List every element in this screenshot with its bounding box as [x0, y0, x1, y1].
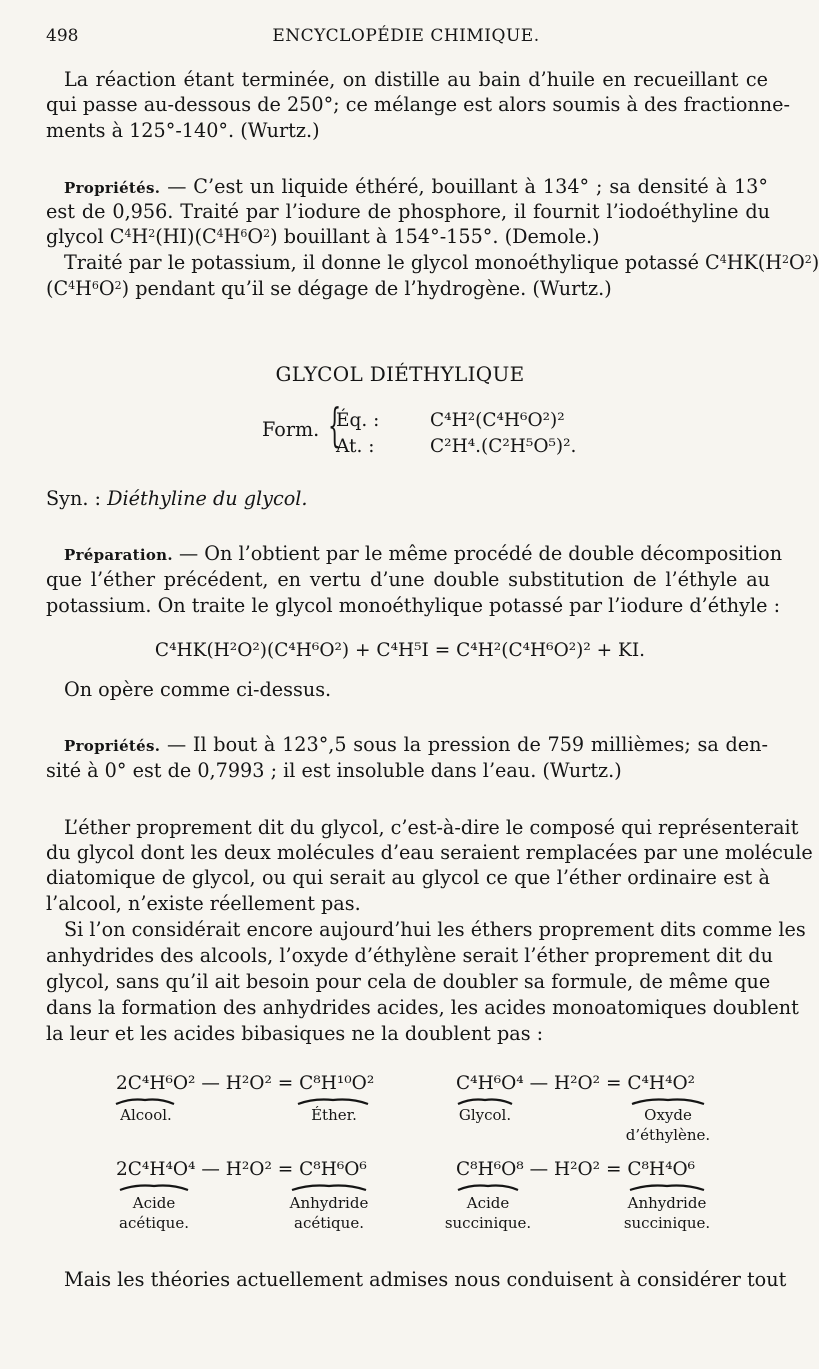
label-acetique-2: acétique. [294, 1214, 364, 1232]
brace-ether [296, 1096, 370, 1106]
section-title: GLYCOL DIÉTHYLIQUE [275, 362, 525, 386]
formula-brace: { [328, 398, 342, 452]
closing-line: Mais les théories actuellement admises nous conduisent à considérer tout [64, 1268, 787, 1291]
prep-equation: C⁴HK(H²O²)(C⁴H⁶O²) + C⁴H⁵I = C⁴H²(C⁴H⁶O²)² + KI. [154, 640, 646, 661]
brace-acide-acetique [118, 1182, 190, 1192]
props1-line-1: Propriétés. — C’est un liquide éthéré, bouillant à 134° ; sa densité à 13° [64, 175, 768, 198]
intro-line-3: ments à 125°-140°. (Wurtz.) [46, 119, 320, 142]
props1-line-2: est de 0,956. Traité par l’iodure de phosphore, il fournit l’iodoéthyline du [46, 200, 770, 223]
equation-glycol-oxyde: C⁴H⁶O⁴ — H²O² = C⁴H⁴O² [456, 1073, 696, 1094]
label-acide-2: Acide [466, 1194, 510, 1212]
para1-line-1: L’éther proprement dit du glycol, c’est-à-dire le composé qui représenterait [64, 816, 799, 839]
prep-line-2: que l’éther précédent, en vertu d’une double substitution de l’éthyle au [46, 568, 770, 591]
page-number: 498 [46, 26, 79, 46]
formula-label: Form. [262, 418, 320, 441]
label-succinique-2: succinique. [623, 1214, 711, 1232]
running-title: ENCYCLOPÉDIE CHIMIQUE. [272, 26, 540, 46]
brace-glycol [456, 1096, 514, 1106]
label-alcool: Alcool. [120, 1106, 172, 1124]
label-anhydride-1: Anhydride [289, 1194, 369, 1212]
brace-acide-succinique [456, 1182, 520, 1192]
formula-eq-label: Éq. : [336, 410, 380, 431]
page-header [46, 26, 766, 52]
label-oxyde: Oxyde [644, 1106, 692, 1124]
equation-alcool-ether: 2C⁴H⁶O² — H²O² = C⁸H¹⁰O² [116, 1073, 375, 1094]
label-glycol: Glycol. [458, 1106, 512, 1124]
para2-line-5: la leur et les acides bibasiques ne la doublent pas : [46, 1022, 544, 1045]
prep-lead: Préparation. [64, 546, 173, 564]
intro-line-2: qui passe au-dessous de 250°; ce mélange est alors soumis à des fractionne- [46, 93, 790, 116]
formula-eq: C⁴H²(C⁴H⁶O²)² [430, 410, 565, 431]
props1-lead: Propriétés. [64, 179, 161, 197]
synonym-line: Syn. : Diéthyline du glycol. [46, 487, 308, 510]
label-succinique-1: succinique. [444, 1214, 532, 1232]
para2-line-3: glycol, sans qu’il ait besoin pour cela de doubler sa formule, de même que [46, 970, 771, 993]
props1-line-4: Traité par le potassium, il donne le glycol monoéthylique potassé $C^4HK(H^2O^2)$ [64, 251, 819, 274]
para2-line-2: anhydrides des alcools, l’oxyde d’éthylène serait l’éther proprement dit du [46, 944, 773, 967]
formula-at: C²H⁴.(C²H⁵O⁵)². [430, 436, 577, 457]
brace-alcool [114, 1096, 176, 1106]
brace-oxyde [630, 1096, 706, 1106]
equation-acetique: 2C⁴H⁴O⁴ — H²O² = C⁸H⁶O⁶ [116, 1159, 367, 1180]
para2-line-1: Si l’on considérait encore aujourd’hui les éthers proprement dits comme les [64, 918, 806, 941]
label-acide-1: Acide [132, 1194, 176, 1212]
prep-line-1: Préparation. — On l’obtient par le même procédé de double décomposition [64, 542, 783, 565]
brace-anhydride-acetique [290, 1182, 368, 1192]
label-ethylene: d’éthylène. [625, 1126, 711, 1144]
label-ether: Éther. [311, 1106, 357, 1124]
props1-line-3: glycol $C^4H^2(HI)(C^4H^6O^2)$ bouillant à 154°-155°. (Demole.) [46, 225, 600, 248]
para1-line-4: l’alcool, n’existe réellement pas. [46, 892, 361, 915]
para2-line-4: dans la formation des anhydrides acides, les acides monoatomiques doublent [46, 996, 799, 1019]
props2-line-2: sité à 0° est de 0,7993 ; il est insoluble dans l’eau. (Wurtz.) [46, 759, 622, 782]
equation-succinique: C⁸H⁶O⁸ — H²O² = C⁸H⁴O⁶ [456, 1159, 696, 1180]
brace-anhydride-succinique [628, 1182, 706, 1192]
intro-line-1: La réaction étant terminée, on distille au bain d’huile en recueillant ce [64, 68, 768, 91]
props2-lead: Propriétés. [64, 737, 161, 755]
prep-line-3: potassium. On traite le glycol monoéthylique potassé par l’iodure d’éthyle : [46, 594, 781, 617]
props2-line-1: Propriétés. — Il bout à 123°,5 sous la pression de 759 millièmes; sa den- [64, 733, 768, 756]
prep-line-4: On opère comme ci-dessus. [64, 678, 332, 701]
label-anhydride-2: Anhydride [627, 1194, 707, 1212]
props1-line-5: $(C^4H^6O^2)$ pendant qu’il se dégage de l’hydrogène. (Wurtz.) [46, 277, 612, 300]
para1-line-2: du glycol dont les deux molécules d’eau seraient remplacées par une molécule [46, 841, 813, 864]
formula-at-label: At. : [336, 436, 375, 457]
label-acetique-1: acétique. [119, 1214, 189, 1232]
para1-line-3: diatomique de glycol, ou qui serait au glycol ce que l’éther ordinaire est à [46, 866, 770, 889]
